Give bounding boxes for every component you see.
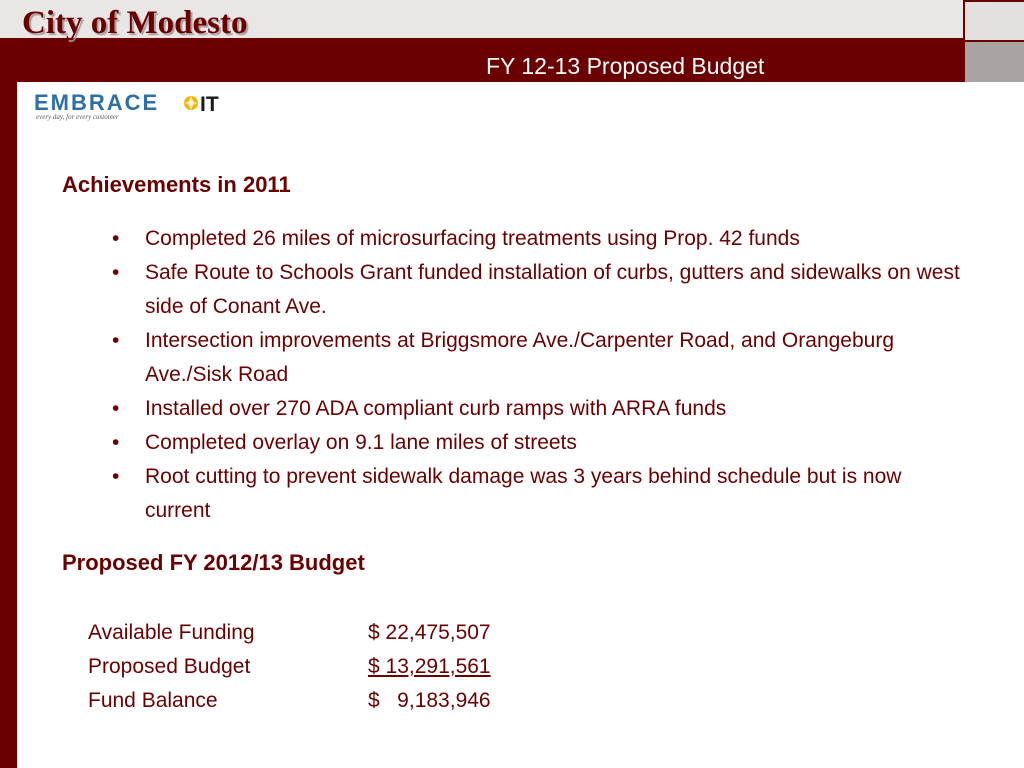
bullet-glyph: • [112, 261, 120, 284]
list-item-text: Completed 26 miles of microsurfacing treatments using Prop. 42 funds [145, 227, 800, 250]
budget-heading: Proposed FY 2012/13 Budget [62, 550, 365, 575]
list-item [112, 460, 962, 528]
org-name: City of Modesto [22, 5, 248, 41]
logo-word: EMBRACE [34, 90, 160, 115]
list-item-text: Intersection improvements at Briggsmore Ave./Carpenter Road, and Orangeburg Ave./Sisk Road [145, 329, 895, 386]
logo-mark-icon [182, 92, 234, 114]
logo-tagline: every day, for every customer [36, 113, 119, 121]
deck-title: FY 12-13 Proposed Budget [486, 53, 765, 79]
bullet-glyph: • [112, 465, 120, 488]
list-item [112, 256, 962, 324]
budget-value: $ 22,475,507 [368, 621, 491, 644]
bullet-glyph: • [112, 329, 120, 352]
header-title-band [0, 38, 963, 82]
list-item-text: Completed overlay on 9.1 lane miles of streets [145, 431, 577, 454]
list-item [112, 426, 962, 460]
list-item-text: Safe Route to Schools Grant funded installation of curbs, gutters and sidewalks on west side of Conant Ave. [145, 261, 960, 318]
list-item [112, 222, 962, 256]
budget-value: $ 13,291,561 [368, 655, 491, 678]
bullet-glyph: • [112, 397, 120, 420]
logo-mark-text: IT [200, 93, 219, 114]
budget-label: Fund Balance [88, 689, 218, 712]
achievements-list [112, 222, 962, 528]
achievements-heading: Achievements in 2011 [62, 172, 291, 197]
bullet-glyph: • [112, 431, 120, 454]
list-item-text: Root cutting to prevent sidewalk damage was 3 years behind schedule but is now current [145, 465, 902, 522]
embrace-it-logo [34, 90, 234, 124]
bullet-glyph: • [112, 227, 120, 250]
list-item [112, 392, 962, 426]
list-item [112, 324, 962, 392]
left-accent-bar [0, 82, 17, 768]
list-item-text: Installed over 270 ADA compliant curb ramps with ARRA funds [145, 397, 727, 420]
header-corner-square-light [965, 2, 1024, 40]
header-corner-square-dark [965, 42, 1024, 82]
budget-label: Proposed Budget [88, 655, 251, 678]
budget-value: $ 9,183,946 [368, 689, 491, 712]
budget-label: Available Funding [88, 621, 255, 644]
